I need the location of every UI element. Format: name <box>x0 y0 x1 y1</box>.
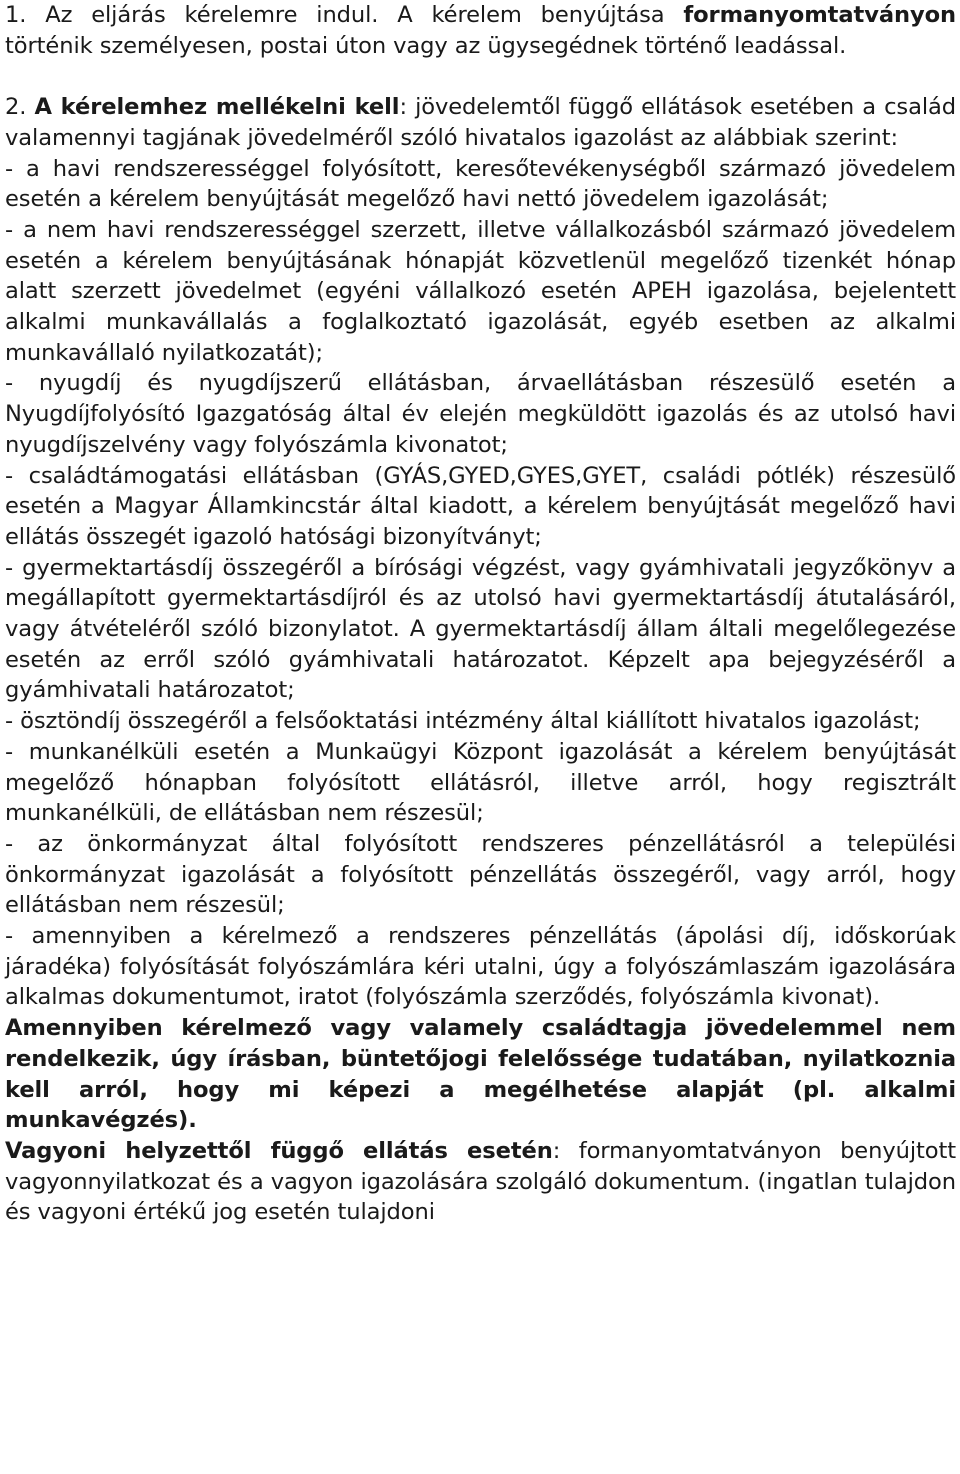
asset-paragraph-bold: Vagyoni helyzettől függő ellátás esetén <box>5 1138 553 1164</box>
paragraph-2-number: 2. <box>5 94 35 121</box>
paragraph-1-number: 1. <box>5 2 27 28</box>
list-item: - az önkormányzat által folyósított rendszeres pénzellátásról a települési önkormányzat igazolását a folyósított pénzellátás összegéről, vagy arról, hogy ellátásban nem részesül; <box>5 830 956 919</box>
asset-paragraph <box>5 1136 956 1228</box>
list-item: - ösztöndíj összegéről a felsőoktatási intézmény által kiállított hivatalos igazolást; <box>5 708 921 735</box>
paragraph-1 <box>5 0 956 61</box>
list-item: - a nem havi rendszerességgel szerzett, illetve vállalkozásból származó jövedelem esetén a kérelem benyújtásának hónapját közvetlenül megelőző tizenkét hónap alatt szerzett jövedelmet (egyéni vállalkozó esetén APEH igazolása, bejelentett alkalmi munkavállalás a foglalkoztató igazolását, egyéb esetben az alkalmi munkavállaló nyilatkozatát); <box>5 216 956 366</box>
list-item: - gyermektartásdíj összegéről a bírósági végzést, vagy gyámhivatali jegyzőkönyv a megállapított gyermektartásdíjról és az utolsó havi gyermektartásdíj átutalásáról, vagy átvételéről szóló bizonylatot. A gyermektartásdíj állam általi megelőlegezése esetén az erről szóló gyámhivatali határozatot. Képzelt apa bejegyzéséről a gyámhivatali határozatot; <box>5 554 956 704</box>
list-item: - nyugdíj és nyugdíjszerű ellátásban, árvaellátásban részesülő esetén a Nyugdíjfolyósító Igazgatóság által év elején megküldött igazolás és az utolsó havi nyugdíjszelvény vagy folyószámla kivonatot; <box>5 370 956 458</box>
list-item: - a havi rendszerességgel folyósított, keresőtevékenységből származó jövedelem esetén a kérelem benyújtását megelőző havi nettó jövedelem igazolását; <box>5 155 956 213</box>
paragraph-2-bold: A kérelemhez mellékelni kell <box>34 94 400 121</box>
bold-notice-paragraph: Amennyiben kérelmező vagy valamely családtagja jövedelemmel nem rendelkezik, úgy írásban, büntetőjogi felelőssége tudatában, nyilatkoznia kell arról, hogy mi képezi a megélhetése alapját (pl. alkalmi munkavégzés). <box>5 1015 956 1134</box>
paragraph-2-text: : jövedelemtől függő ellátások esetében a család valamennyi tagjának jövedelméről szóló hivatalos igazolást az alábbiak szerint: <box>5 94 956 151</box>
list-item: - családtámogatási ellátásban (GYÁS,GYED,GYES,GYET, családi pótlék) részesülő esetén a Magyar Államkincstár által kiadott, a kérelem benyújtását megelőző havi ellátás összegét igazoló hatósági bizonyítványt; <box>5 462 956 550</box>
paragraph-gap <box>5 61 956 92</box>
asset-paragraph-text: : formanyomtatványon benyújtott vagyonnyilatkozat és a vagyon igazolására szolgáló dokumentum. (ingatlan tulajdon és vagyoni értékű jog esetén tulajdoni <box>5 1138 956 1226</box>
list-item: - amennyiben a kérelmező a rendszeres pénzellátás (ápolási díj, időskorúak járadéka) folyósítását folyószámlára kéri utalni, úgy a folyószámlaszám igazolására alkalmas dokumentumot, iratot (folyószámla szerződés, folyószámla kivonat). <box>5 923 956 1011</box>
list-item: - munkanélküli esetén a Munkaügyi Központ igazolását a kérelem benyújtását megelőző hónapban folyósított ellátásról, illetve arról, hogy regisztrált munkanélküli, de ellátásban nem részesül; <box>5 738 956 827</box>
paragraph-2 <box>5 92 956 153</box>
paragraph-1-bold: formanyomtatványon <box>683 2 956 28</box>
paragraph-1-text-a: Az eljárás kérelemre indul. A kérelem benyújtása <box>26 2 684 28</box>
paragraph-1-text-b: történik személyesen, postai úton vagy az ügysegédnek történő leadással. <box>5 32 847 59</box>
